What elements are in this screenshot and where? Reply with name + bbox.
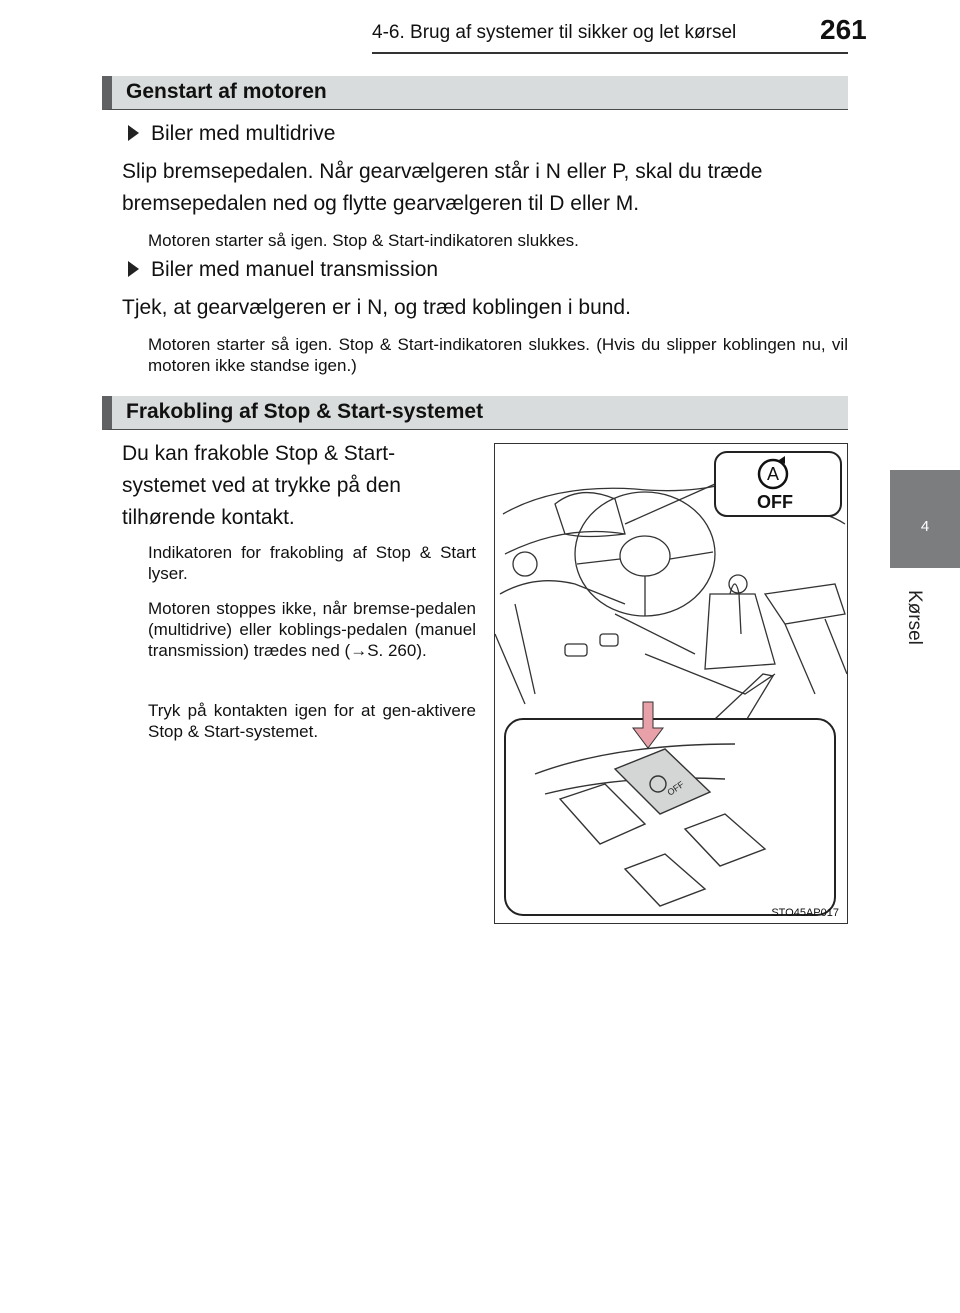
section-heading-restart bbox=[102, 76, 848, 110]
chapter-number: 4 bbox=[920, 518, 930, 535]
figure-code: STO45AP017 bbox=[771, 907, 839, 919]
triangle-bullet-icon bbox=[128, 261, 139, 277]
instruction-manual: Tjek, at gearvælgeren er i N, og træd koblingen i bund. bbox=[122, 296, 631, 319]
off-label: OFF bbox=[757, 492, 793, 512]
note-indicator: Indikatoren for frakobling af Stop & Start lyser. bbox=[148, 543, 476, 583]
interior-drawing bbox=[495, 444, 848, 924]
note-multidrive: Motoren starter så igen. Stop & Start-indikatoren slukkes. bbox=[148, 231, 579, 250]
section-title: Genstart af motoren bbox=[126, 80, 327, 103]
section-title: Frakobling af Stop & Start-systemet bbox=[126, 400, 484, 423]
section-heading-disable bbox=[102, 396, 848, 430]
running-header: 4-6. Brug af systemer til sikker og let kørsel bbox=[372, 22, 737, 43]
detail-callout bbox=[505, 719, 835, 915]
chapter-tab bbox=[890, 470, 960, 568]
instruction-multidrive: Slip bremsepedalen. Når gearvælgeren står i N eller P, skal du træde bremsepedalen ned og flytte gearvælgeren til D eller M. bbox=[122, 160, 763, 215]
triangle-bullet-icon bbox=[128, 125, 139, 141]
note-reactivate: Tryk på kontakten igen for at gen-aktivere Stop & Start-systemet. bbox=[148, 701, 476, 741]
page-reference-link[interactable]: S. 260 bbox=[367, 641, 417, 660]
dashboard-illustration bbox=[494, 443, 848, 924]
button-letter: A bbox=[766, 464, 780, 484]
note-engine-stop: Motoren stoppes ikke, når bremse-pedalen (multidrive) eller koblings-pedalen (manuel transmission) trædes ned (→S. 260). bbox=[148, 599, 476, 660]
subheading-multidrive: Biler med multidrive bbox=[128, 122, 335, 146]
note-manual: Motoren starter så igen. Stop & Start-indikatoren slukkes. (Hvis du slipper koblingen nu, vil motoren ikke standse igen.) bbox=[148, 335, 848, 375]
header-rule bbox=[372, 52, 848, 54]
subheading-manual: Biler med manuel transmission bbox=[128, 258, 438, 282]
chapter-label: Kørsel bbox=[904, 590, 925, 645]
button-off-label: OFF bbox=[665, 779, 686, 798]
page-number: 261 bbox=[820, 14, 867, 45]
intro-disable: Du kan frakoble Stop & Start-systemet ved at trykke på den tilhørende kontakt. bbox=[122, 442, 401, 529]
arrow-icon: → bbox=[350, 641, 368, 660]
